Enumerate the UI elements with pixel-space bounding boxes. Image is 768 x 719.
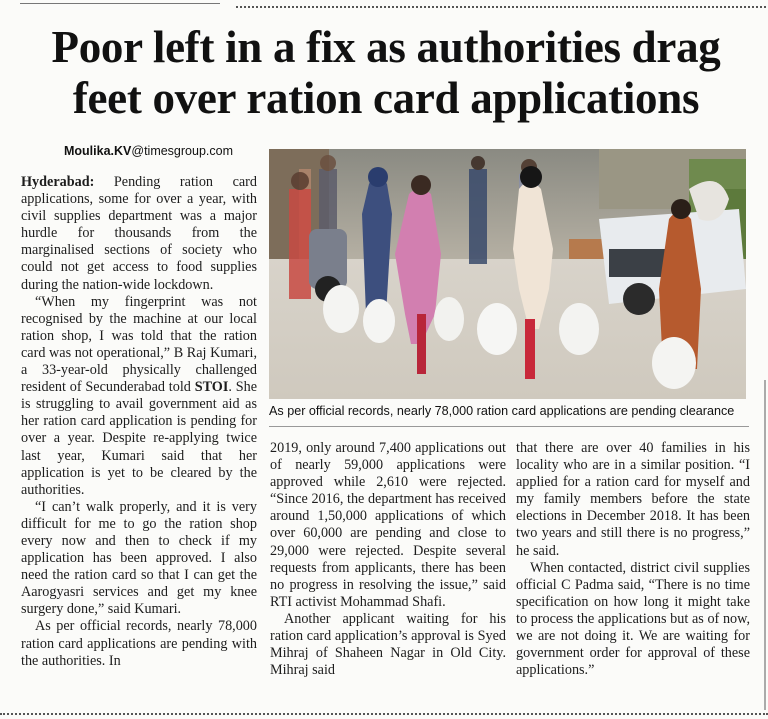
headline-line-1: Poor left in a fix as authorities drag	[51, 22, 721, 72]
paragraph: 2019, only around 7,400 applications out of nearly 59,000 applications were approved while 2,610 were rejected. “Since 2016, the department has received around 1,50,000 applications of which over 60,000 are pending and close to 29,000 were rejected. Despite several requests from applicants, there has been no progress in resolving the issue,” said RTI activist Mohammad Shafi.	[270, 440, 506, 610]
paragraph	[21, 174, 257, 294]
paragraph: When contacted, district civil supplies official C Padma said, “There is no time specification on how long it might take to process the applications but as of now, we are not doing it. We are waiting for government order for approval of these applications.”	[516, 559, 750, 679]
top-right-dotted-rule	[236, 6, 766, 8]
top-left-rule	[20, 3, 220, 4]
byline-email-domain: @timesgroup.com	[131, 144, 233, 158]
paragraph: that there are over 40 families in his locality who are in a similar position. “I applied for a ration card for myself and my family members before the state elections in December 2018. It has been two years and still there is no progress,” he said.	[516, 440, 750, 559]
news-photo	[269, 149, 746, 399]
bottom-dotted-rule	[0, 713, 768, 715]
paragraph-text: . She is struggling to avail government aid as her ration card application is pending for over a year. Despite re-applying twice last year, Kumari said that her application is yet to be cleared by the authorities.	[21, 379, 257, 498]
news-photo-illustration	[269, 149, 746, 399]
paragraph: As per official records, nearly 78,000 ration card applications are pending with the authorities. In	[21, 618, 257, 669]
photo-caption: As per official records, nearly 78,000 ration card applications are pending clearance	[269, 404, 735, 418]
paragraph-text: “When my fingerprint was not recognised by the machine at our local ration shop, I was told that the ration card was not operational,” B Raj Kumari, a 33-year-old physically challenged resident of Secunderabad told	[21, 293, 257, 396]
right-side-rule	[764, 380, 766, 710]
caption-rule	[269, 426, 749, 427]
stoi-mention: STOI	[194, 379, 229, 396]
article-column-2	[270, 440, 506, 679]
paragraph-text: Pending ration card applications, some for over a year, with civil supplies department was a major hurdle for thousands from the marginalised sections of society who could not get access to food supplies during the nation-wide lockdown.	[21, 174, 257, 293]
byline	[64, 144, 233, 158]
headline-line-2: feet over ration card applications	[72, 73, 700, 123]
dateline: Hyderabad:	[21, 174, 95, 190]
paragraph: “I can’t walk properly, and it is very difficult for me to go the ration shop every now and then to check if my application has been approved. I also need the ration card so that I can get the Aarogyasri services and get my knee surgery done,” said Kumari.	[21, 498, 257, 618]
article-column-3	[516, 440, 750, 679]
paragraph	[21, 294, 257, 499]
article-column-1	[21, 174, 257, 670]
headline	[14, 22, 758, 124]
paragraph: Another applicant waiting for his ration card application’s approval is Syed Mihraj of Shaheen Nagar in Old City. Mihraj said	[270, 610, 506, 679]
byline-name: Moulika.KV	[64, 144, 132, 158]
